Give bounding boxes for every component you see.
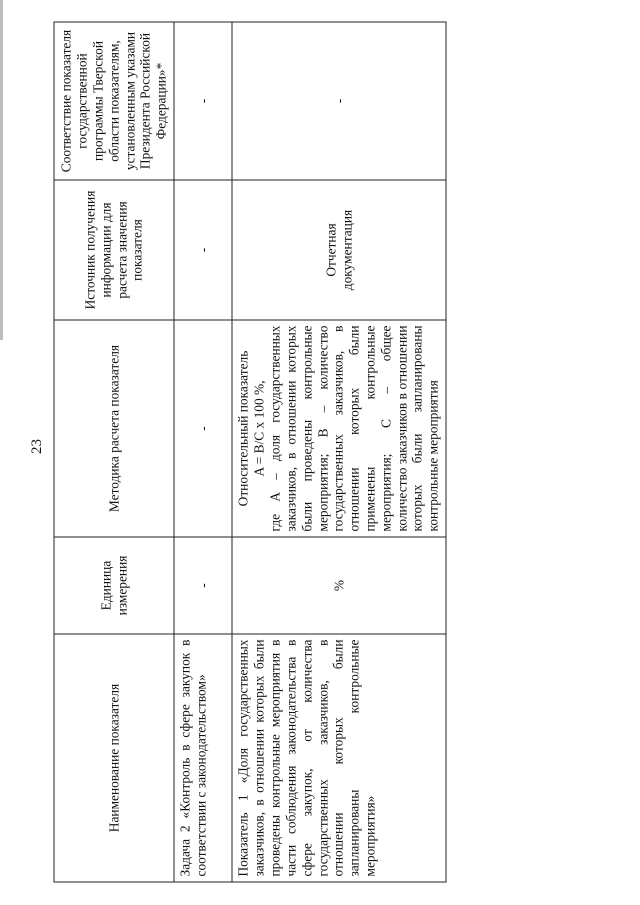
task-name-cell: Задача 2 «Контроль в сфере закупок в соответствии с законодательством» (174, 634, 232, 882)
method-formula: A = B/C x 100 %, (251, 380, 267, 477)
rotated-table-container (53, 23, 446, 883)
method-intro: Относительный показатель (235, 350, 251, 507)
indicators-table (53, 22, 446, 883)
indicator-compliance-cell: - (232, 22, 446, 180)
method-body: где А – доля государственных заказчиков, в отношении которых были проведены контрольные мероприятия; В – количество государственных заказчиков, в отношении которых были применены контрольные мероприятия; С – общее количество заказчиков в отношении которых были запланированы контрольные мероприятия (267, 325, 441, 532)
page-number: 23 (29, 439, 45, 454)
table-header-row (54, 22, 174, 882)
header-method: Методика расчета показателя (54, 320, 174, 537)
header-source: Источник получения информации для расчета значения показателя (54, 180, 174, 320)
header-unit: Единица измерения (54, 537, 174, 634)
scan-margin-mark (0, 0, 3, 340)
task-source-cell: - (174, 180, 232, 320)
indicator-name-cell: Показатель 1 «Доля государственных заказчиков, в отношении которых были проведены контрольные мероприятия в части соблюдения законодательства в сфере закупок, от количества государственных заказчиков, в отношении которых были запланированы контрольные мероприятия» (232, 634, 446, 882)
indicator-method-cell (232, 320, 446, 537)
header-name: Наименование показателя (54, 634, 174, 882)
task-compliance-cell: - (174, 22, 232, 180)
indicator-unit-cell: % (232, 537, 446, 634)
task-row (174, 22, 232, 882)
task-unit-cell: - (174, 537, 232, 634)
indicator-source-cell: Отчетная документация (232, 180, 446, 320)
indicator-row (232, 22, 446, 882)
task-method-cell: - (174, 320, 232, 537)
header-compliance: Соответствие показателя государственной программы Тверской области показателям, установленным указами Президента Российской Федерации»* (54, 22, 174, 180)
